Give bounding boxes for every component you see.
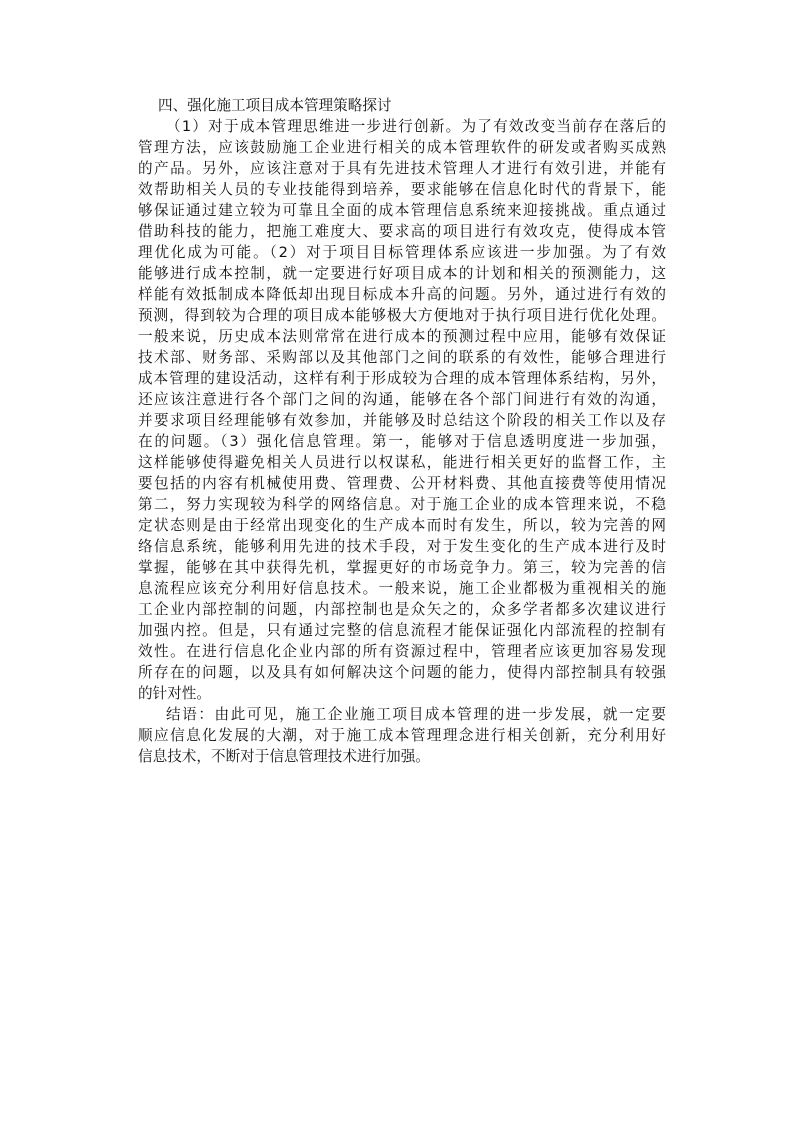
text-line: 一般来说，历史成本法则常常在进行成本的预测过程中应用，能够有效保证 — [138, 328, 666, 345]
text-line: 的产品。另外，应该注意对于具有先进技术管理人才进行有效引进，并能有 — [138, 160, 666, 177]
text-line: 效性。在进行信息化企业内部的所有资源过程中，管理者应该更加容易发现 — [138, 643, 666, 660]
text-line: 这样能够使得避免相关人员进行以权谋私，能进行相关更好的监督工作，主 — [138, 454, 666, 471]
text-line: 结语：由此可见，施工企业施工项目成本管理的进一步发展，就一定要 — [166, 706, 666, 723]
text-line: 技术部、财务部、采购部以及其他部门之间的联系的有效性，能够合理进行 — [138, 349, 666, 366]
text-line: 络信息系统，能够利用先进的技术手段，对于发生变化的生产成本进行及时 — [138, 538, 666, 555]
text-line: 还应该注意进行各个部门之间的沟通，能够在各个部门间进行有效的沟通， — [138, 391, 666, 408]
text-line: 在的问题。（3）强化信息管理。第一，能够对于信息透明度进一步加强， — [138, 433, 666, 450]
text-line: 定状态则是由于经常出现变化的生产成本而时有发生，所以，较为完善的网 — [138, 517, 666, 534]
text-line: 预测，得到较为合理的项目成本能够极大方便地对于执行项目进行优化处理。 — [138, 307, 666, 324]
text-line: 的针对性。 — [138, 685, 211, 702]
section-heading: 四、强化施工项目成本管理策略探讨 — [158, 97, 392, 114]
text-line: 第二，努力实现较为科学的网络信息。对于施工企业的成本管理来说，不稳 — [138, 496, 666, 513]
text-line: （1）对于成本管理思维进一步进行创新。为了有效改变当前存在落后的 — [166, 118, 666, 135]
text-line: 信息技术，不断对于信息管理技术进行加强。 — [138, 748, 430, 765]
text-line: 能够进行成本控制，就一定要进行好项目成本的计划和相关的预测能力，这 — [138, 265, 666, 282]
text-line: 借助科技的能力，把施工难度大、要求高的项目进行有效攻克，使得成本管 — [138, 223, 666, 240]
conclusion-paragraph — [138, 704, 666, 767]
text-line: 并要求项目经理能够有效参加，并能够及时总结这个阶段的相关工作以及存 — [138, 412, 666, 429]
text-line: 息流程应该充分利用好信息技术。一般来说，施工企业都极为重视相关的施 — [138, 580, 666, 597]
text-line: 成本管理的建设活动，这样有利于形成较为合理的成本管理体系结构，另外， — [138, 370, 666, 387]
text-line: 掌握，能够在其中获得先机，掌握更好的市场竞争力。第三，较为完善的信 — [138, 559, 666, 576]
text-line: 工企业内部控制的问题，内部控制也是众矢之的，众多学者都多次建议进行 — [138, 601, 666, 618]
text-line: 够保证通过建立较为可靠且全面的成本管理信息系统来迎接挑战。重点通过 — [138, 202, 666, 219]
body-paragraph — [138, 116, 666, 704]
text-line: 要包括的内容有机械使用费、管理费、公开材料费、其他直接费等使用情况 — [138, 475, 666, 492]
document-page — [138, 95, 666, 767]
text-line: 顺应信息化发展的大潮，对于施工成本管理理念进行相关创新，充分利用好 — [138, 727, 666, 744]
text-line: 加强内控。但是，只有通过完整的信息流程才能保证强化内部流程的控制有 — [138, 622, 666, 639]
text-line: 样能有效抵制成本降低却出现目标成本升高的问题。另外，通过进行有效的 — [138, 286, 666, 303]
text-line: 所存在的问题，以及具有如何解决这个问题的能力，使得内部控制具有较强 — [138, 664, 666, 681]
text-line: 理优化成为可能。（2）对于项目目标管理体系应该进一步加强。为了有效 — [138, 244, 666, 261]
text-line: 效帮助相关人员的专业技能得到培养，要求能够在信息化时代的背景下，能 — [138, 181, 666, 198]
text-line: 管理方法，应该鼓励施工企业进行相关的成本管理软件的研发或者购买成熟 — [138, 139, 666, 156]
